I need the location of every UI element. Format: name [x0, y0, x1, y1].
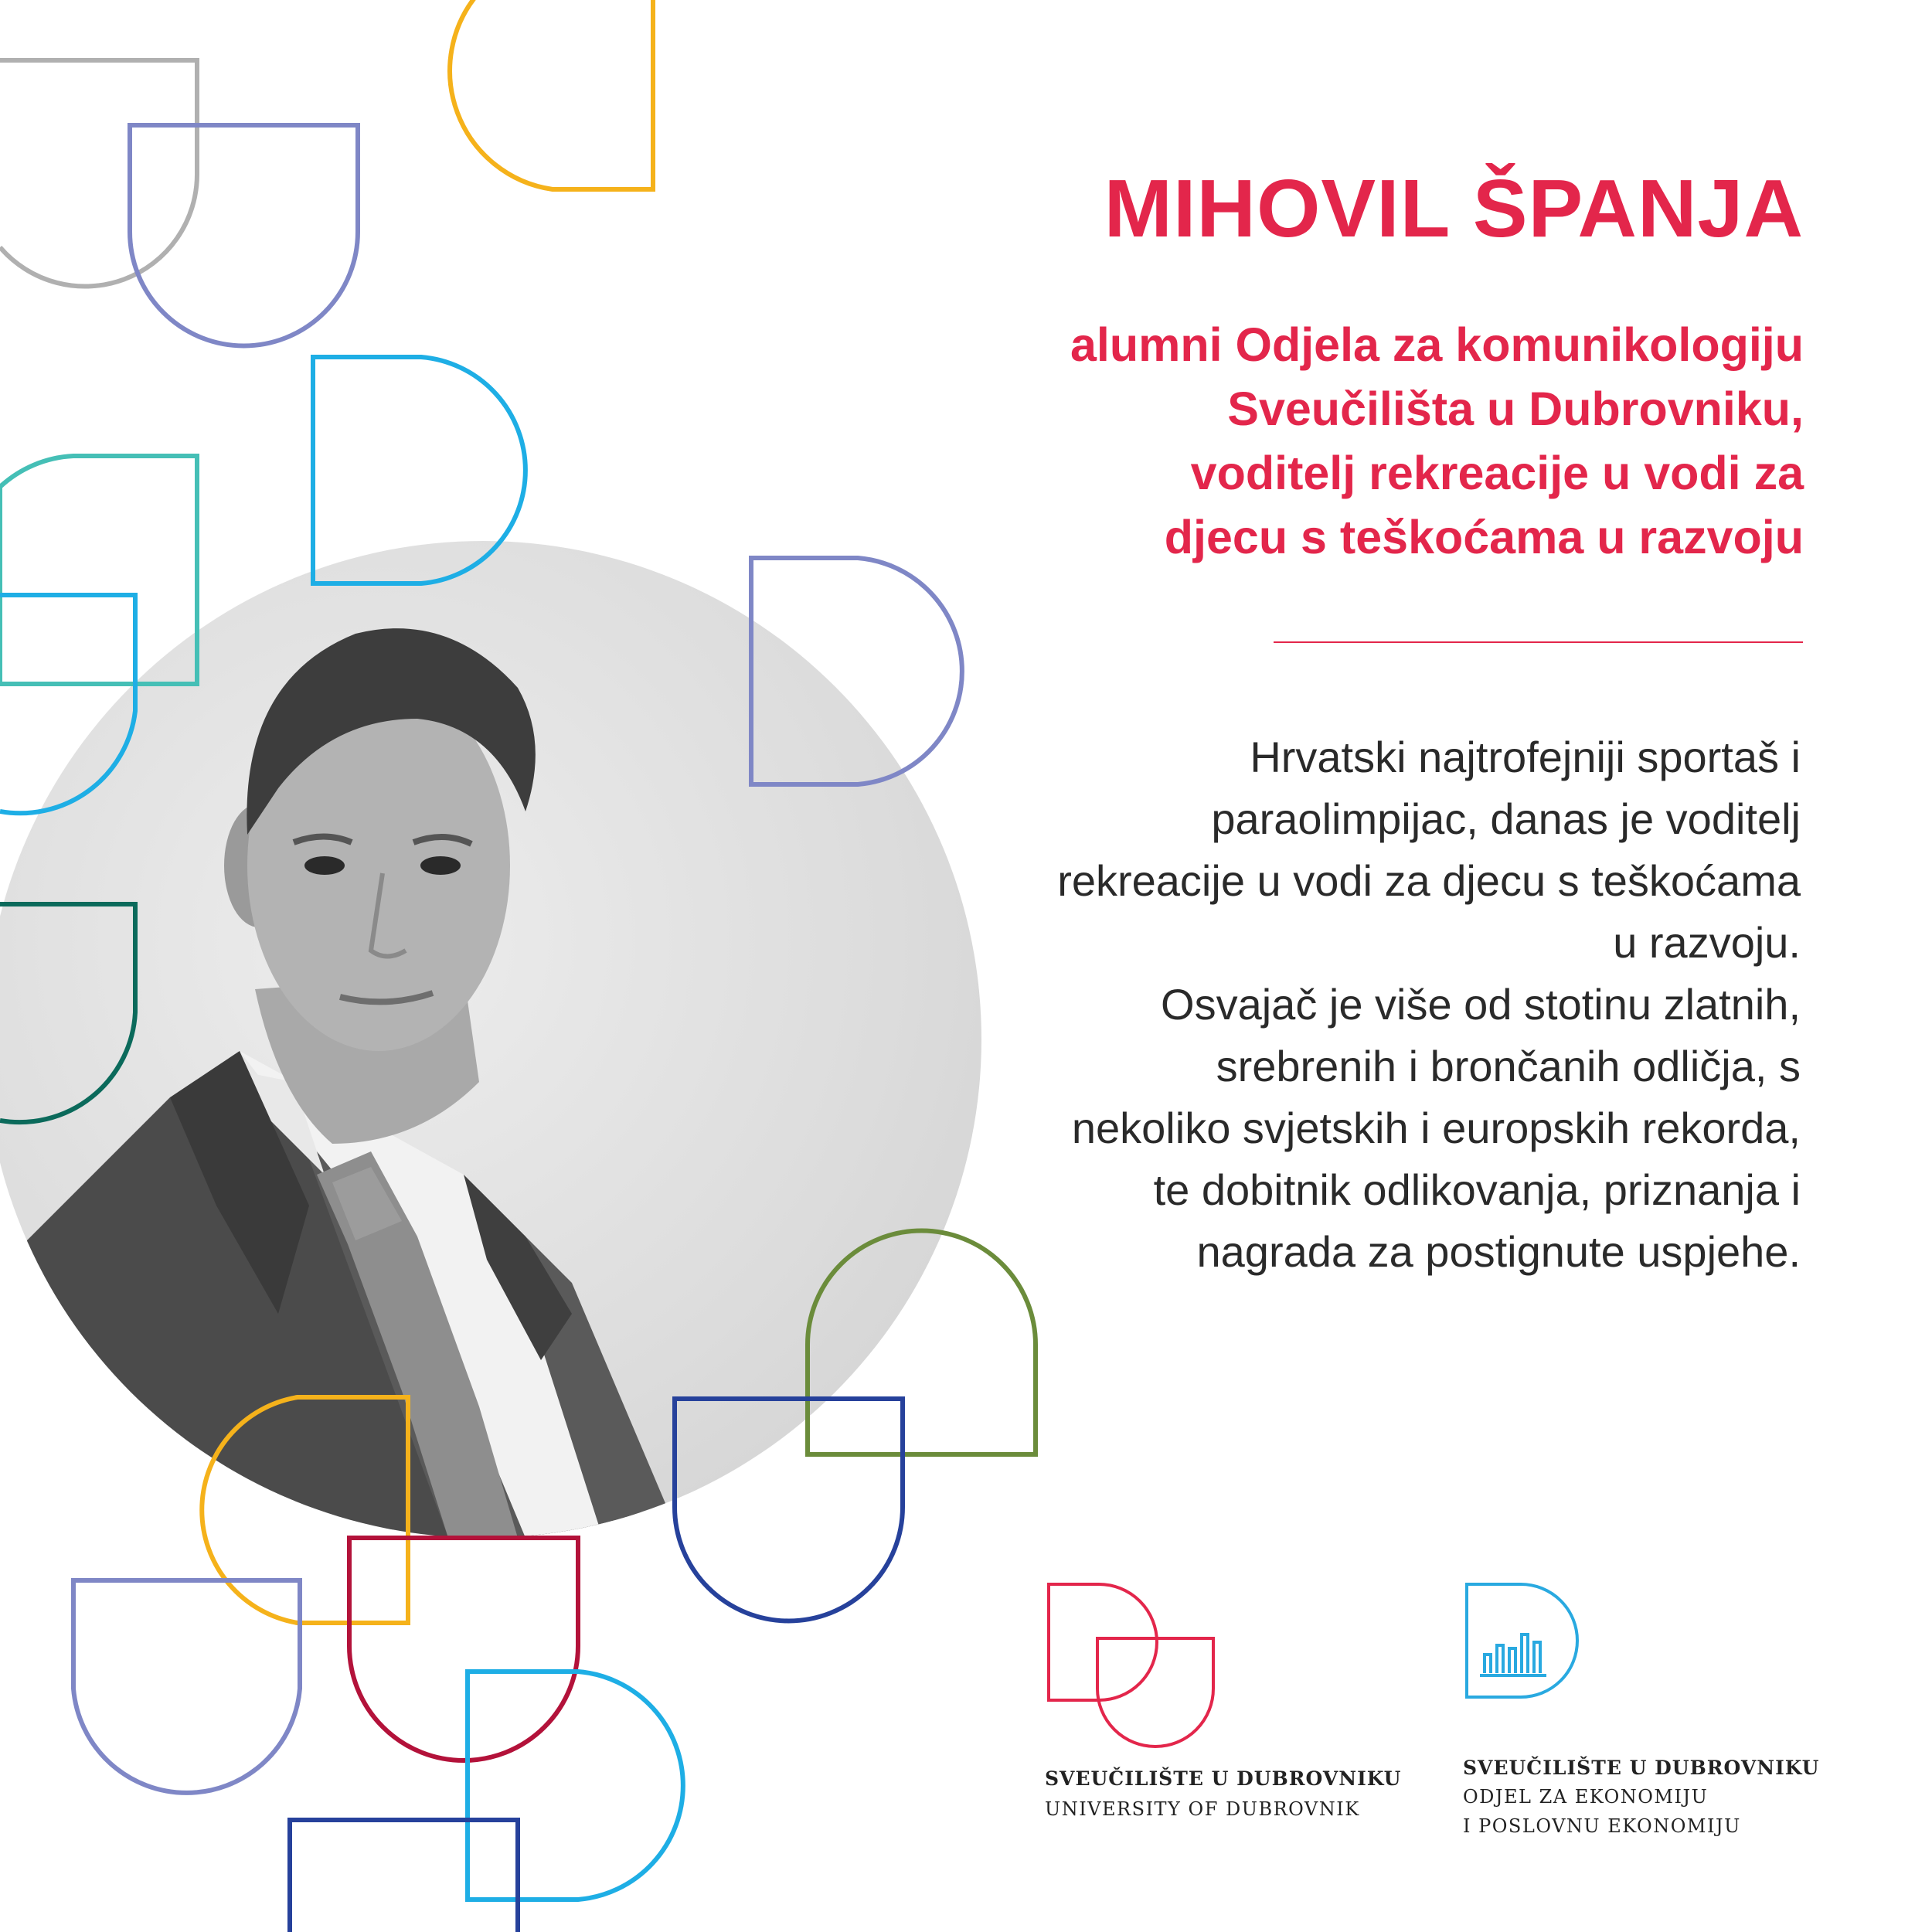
bio-text — [989, 726, 1801, 1283]
university-logo-subtitle: UNIVERSITY OF DUBROVNIK — [1045, 1798, 1360, 1820]
person-name: MIHOVIL ŠPANJA — [1104, 163, 1804, 254]
bio-line: nekoliko svjetskih i europskih rekorda, — [1071, 1104, 1801, 1152]
portrait-photo — [0, 541, 981, 1538]
bio-line: Osvajač je više od stotinu zlatnih, — [1161, 980, 1801, 1029]
department-logo-subtitle-line: I POSLOVNU EKONOMIJU — [1463, 1815, 1741, 1837]
university-logo-title: SVEUČILIŠTE U DUBROVNIKU — [1045, 1767, 1402, 1790]
bio-line: srebrenih i brončanih odličja, s — [1216, 1042, 1801, 1090]
university-du-mark-icon — [1045, 1580, 1246, 1750]
bio-line: paraolimpijac, danas je voditelj — [1211, 794, 1801, 843]
divider — [1274, 641, 1803, 643]
department-logo-subtitle-line: ODJEL ZA EKONOMIJU — [1463, 1786, 1709, 1808]
subtitle-line: djecu s teškoćama u razvoju — [1164, 511, 1804, 563]
department-bar-chart-d-icon — [1463, 1580, 1602, 1704]
bio-line: rekreacije u vodi za djecu s teškoćama — [1057, 856, 1801, 905]
department-logo — [1463, 1580, 1820, 1841]
subtitle-line: alumni Odjela za komunikologiju — [1070, 318, 1804, 371]
subtitle — [954, 313, 1804, 570]
university-logo — [1045, 1580, 1402, 1824]
bio-line: nagrada za postignute uspjehe. — [1196, 1227, 1801, 1276]
subtitle-line: voditelj rekreacije u vodi za — [1190, 447, 1804, 499]
bio-line: Hrvatski najtrofejniji sportaš i — [1250, 733, 1801, 781]
bio-line: te dobitnik odlikovanja, priznanja i — [1153, 1165, 1801, 1214]
bio-line: u razvoju. — [1613, 918, 1801, 967]
person-silhouette — [0, 541, 981, 1538]
subtitle-line: Sveučilišta u Dubrovniku, — [1227, 383, 1804, 435]
department-logo-title: SVEUČILIŠTE U DUBROVNIKU — [1463, 1757, 1820, 1779]
